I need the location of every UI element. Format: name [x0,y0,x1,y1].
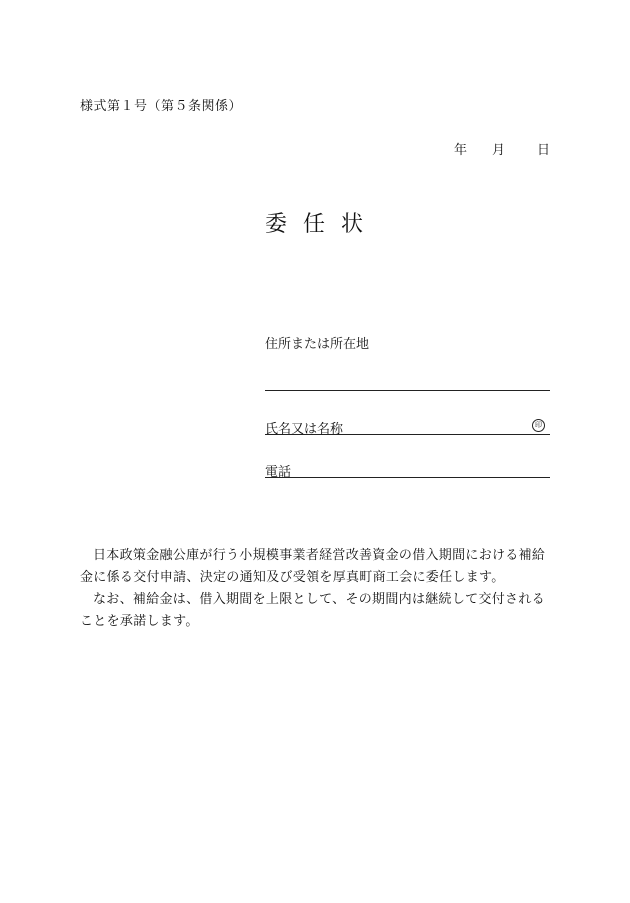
seal-icon: 印 [532,419,545,432]
phone-label: 電話 [265,465,292,480]
name-field [265,418,550,435]
body-text [80,545,555,633]
document-title: 委任状 [265,212,380,237]
date-day-label: 日 [537,143,551,158]
form-number: 様式第１号（第５条関係） [80,99,243,114]
date-line [454,139,550,158]
address-label: 住所または所在地 [265,337,370,352]
phone-field [265,461,550,478]
address-underline [265,390,550,391]
date-month-label: 月 [492,143,506,158]
date-year-label: 年 [454,143,468,158]
name-label: 氏名又は名称 [265,422,344,437]
body-paragraph-1: 日本政策金融公庫が行う小規模事業者経営改善資金の借入期間における補給金に係る交付申請、決定の通知及び受領を厚真町商工会に委任します。 [80,548,546,585]
body-paragraph-2: なお、補給金は、借入期間を上限として、その期間内は継続して交付されることを承諾します。 [80,592,545,629]
